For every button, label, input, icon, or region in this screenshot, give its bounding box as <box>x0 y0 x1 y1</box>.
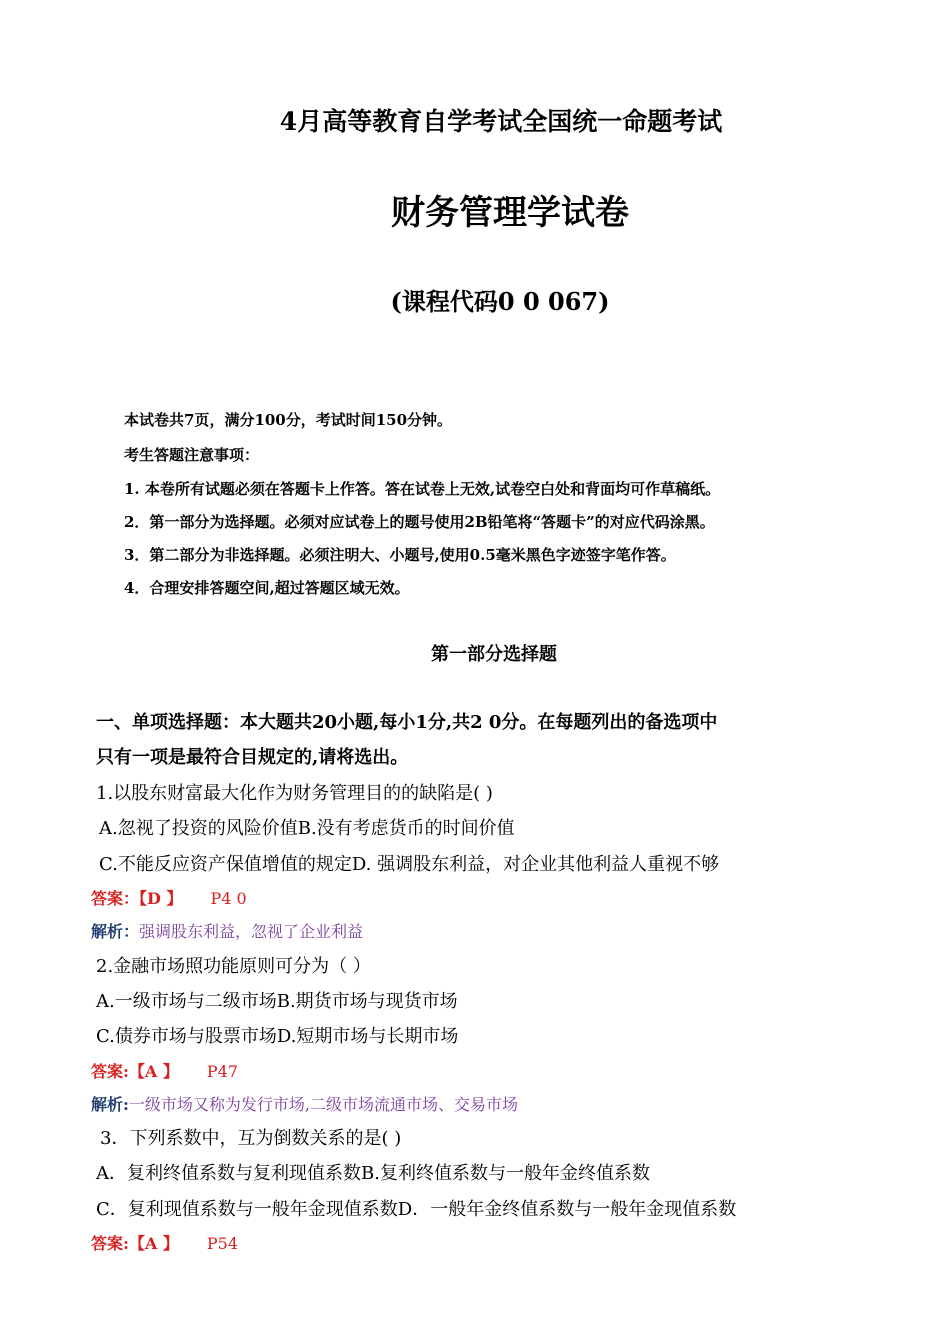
paper-intro: 本试卷共7页，满分100分，考试时间150分钟。 <box>124 411 453 429</box>
question-option: C.不能反应资产保值增值的规定D. 强调股东利益，对企业其他利益人重视不够 <box>99 854 720 875</box>
explanation-text: 一级市场又称为发行市场,二级市场流通市场、交易市场 <box>128 1095 519 1114</box>
answer-page-ref: P4 0 <box>210 889 247 908</box>
question-option: A.一级市场与二级市场B.期货市场与现货市场 <box>96 991 458 1012</box>
notice-item: 4．合理安排答题空间,超过答题区域无效。 <box>124 579 410 597</box>
question-option: C．复利现值系数与一般年金现值系数D．一般年金终值系数与一般年金现值系数 <box>96 1199 737 1220</box>
answer-line <box>91 1059 238 1082</box>
explanation-line <box>91 1092 518 1115</box>
explanation-text: 强调股东利益，忽视了企业利益 <box>139 922 364 941</box>
notice-item: 1. 本卷所有试题必须在答题卡上作答。答在试卷上无效,试卷空白处和背面均可作草稿纸。 <box>124 480 721 498</box>
explanation-line <box>91 919 363 942</box>
question-stem: 1.以股东财富最大化作为财务管理目的的缺陷是( ) <box>96 783 493 804</box>
answer-label: 答案：【D 】 <box>91 889 183 908</box>
notice-title: 考生答题注意事项： <box>124 446 260 464</box>
answer-page-ref: P54 <box>206 1234 239 1253</box>
paper-title: 财务管理学试卷 <box>391 193 629 233</box>
answer-line <box>91 1231 238 1254</box>
answer-line <box>91 886 247 909</box>
question-stem: 2.金融市场照功能原则可分为（ ） <box>96 956 371 977</box>
notice-item: 2．第一部分为选择题。必须对应试卷上的题号使用2B铅笔将“答题卡”的对应代码涂黑。 <box>124 513 715 531</box>
course-code: (课程代码0 0 067) <box>390 287 610 316</box>
explanation-label: 解析： <box>91 922 140 941</box>
answer-label: 答案:【A 】 <box>91 1234 179 1253</box>
part-heading-line1: 一、单项选择题：本大题共20小题,每小1分,共2 0分。在每题列出的备选项中 <box>96 712 718 733</box>
answer-label: 答案:【A 】 <box>91 1062 179 1081</box>
part-heading-line2: 只有一项是最符合目规定的,请将选出。 <box>96 747 409 768</box>
section-title: 第一部分选择题 <box>431 644 557 665</box>
question-stem: 3．下列系数中，互为倒数关系的是( ) <box>100 1128 402 1149</box>
question-option: C.债券市场与股票市场D.短期市场与长期市场 <box>96 1026 459 1047</box>
answer-page-ref: P47 <box>206 1062 239 1081</box>
question-option: A.忽视了投资的风险价值B.没有考虑货币的时间价值 <box>99 818 515 839</box>
notice-item: 3．第二部分为非选择题。必须注明大、小题号,使用0.5毫米黑色字迹签字笔作答。 <box>124 546 676 564</box>
explanation-label: 解析: <box>91 1095 129 1114</box>
question-option: A．复利终值系数与复利现值系数B.复利终值系数与一般年金终值系数 <box>96 1163 650 1184</box>
exam-session-title: 4月高等教育自学考试全国统一命题考试 <box>279 107 723 136</box>
